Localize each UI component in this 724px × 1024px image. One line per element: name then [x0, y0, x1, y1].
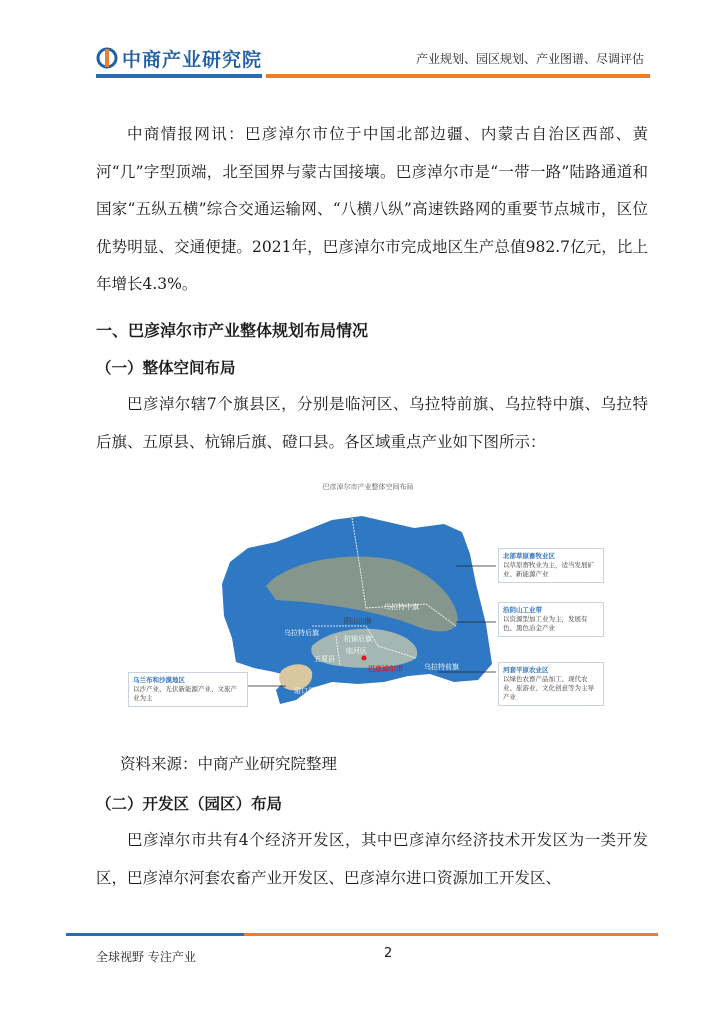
- source-note: 资料来源：中商产业研究院整理: [120, 755, 338, 773]
- callout-north: [498, 548, 604, 583]
- subsection-1-text: 巴彦淖尔辖7个旗县区，分别是临河区、乌拉特前旗、乌拉特中旗、乌拉特后旗、五原县、杭锦后旗、磴口县。各区域重点产业如下图所示：: [96, 395, 648, 451]
- callout-south-text: 以绿色农畜产品加工、现代农业、旅游业、文化创意等为主导产业: [503, 675, 594, 701]
- label-wulatehou: 乌拉特后旗: [284, 629, 319, 637]
- callout-north-title: 北部草原畜牧业区: [503, 552, 555, 560]
- spatial-layout-map: [126, 476, 610, 720]
- subsection-2-text: 巴彦淖尔市共有4个经济开发区，其中巴彦淖尔经济技术开发区为一类开发区，巴彦淖尔河套农畜产业开发区、巴彦淖尔进口资源加工开发区、: [96, 831, 648, 887]
- section-1-heading: 一、巴彦淖尔市产业整体规划布局情况: [96, 321, 369, 340]
- page-number: 2: [384, 946, 393, 961]
- intro-paragraph: 中商情报网讯：巴彦淖尔市位于中国北部边疆、内蒙古自治区西部、黄河“几”字型顶端，北至国界与蒙古国接壤。巴彦淖尔市是“一带一路”陆路通道和国家“五纵五横”综合交通运输网、“八横八纵”高速铁路网的重要节点城市，区位优势明显、交通便捷。2021年，巴彦淖尔市完成地区生产总值982.7亿元，比上年增长4.3%。: [96, 125, 648, 293]
- header-tagline: 产业规划、园区规划、产业图谱、尽调评估: [415, 52, 644, 66]
- company-logo: [96, 44, 262, 72]
- map-title: 巴彦淖尔市产业整体空间布局: [322, 483, 414, 491]
- footer-divider-blue: [66, 933, 244, 936]
- callout-south: [498, 662, 604, 706]
- label-city: 巴彦淖尔市: [368, 665, 403, 673]
- subsection-2-heading: （二）开发区（园区）布局: [96, 795, 283, 813]
- label-wulatezhong: 乌拉特中旗: [384, 603, 419, 611]
- callout-south-title: 河套平原农业区: [503, 666, 549, 674]
- city-marker: [362, 656, 367, 661]
- label-wulateqian: 乌拉特前旗: [424, 663, 459, 671]
- callout-mid-text: 以资源型加工业为主，发展有色、黑色冶金产业: [503, 615, 588, 632]
- header-divider-orange: [266, 74, 650, 78]
- page-header: [0, 0, 724, 90]
- header-divider-blue: [96, 74, 262, 78]
- callout-mid: [498, 602, 604, 637]
- label-yinshan: 阴山山脉: [344, 617, 372, 625]
- logo-text: 中商产业研究院: [122, 48, 263, 71]
- subsection-1-heading: （一）整体空间布局: [96, 359, 236, 377]
- footer-slogan: 全球视野 专注产业: [96, 950, 196, 964]
- callout-west-title: 乌兰布和沙漠地区: [133, 676, 185, 684]
- footer-divider-orange: [244, 933, 658, 936]
- callout-mid-title: 沿阴山工业带: [503, 606, 542, 614]
- callout-north-text: 以草原畜牧业为主，适当发展矿业、新能源产业: [503, 561, 594, 578]
- callout-west: [128, 672, 248, 707]
- logo-icon: [96, 47, 118, 69]
- callout-west-text: 以沙产业、光伏新能源产业、文旅产业为主: [133, 685, 237, 702]
- label-dengkou: 磴口县: [294, 687, 315, 695]
- label-wuyuan: 五原县: [314, 655, 335, 663]
- label-linhe: 临河区: [346, 647, 367, 655]
- label-hangjinhou: 杭锦后旗: [344, 635, 372, 643]
